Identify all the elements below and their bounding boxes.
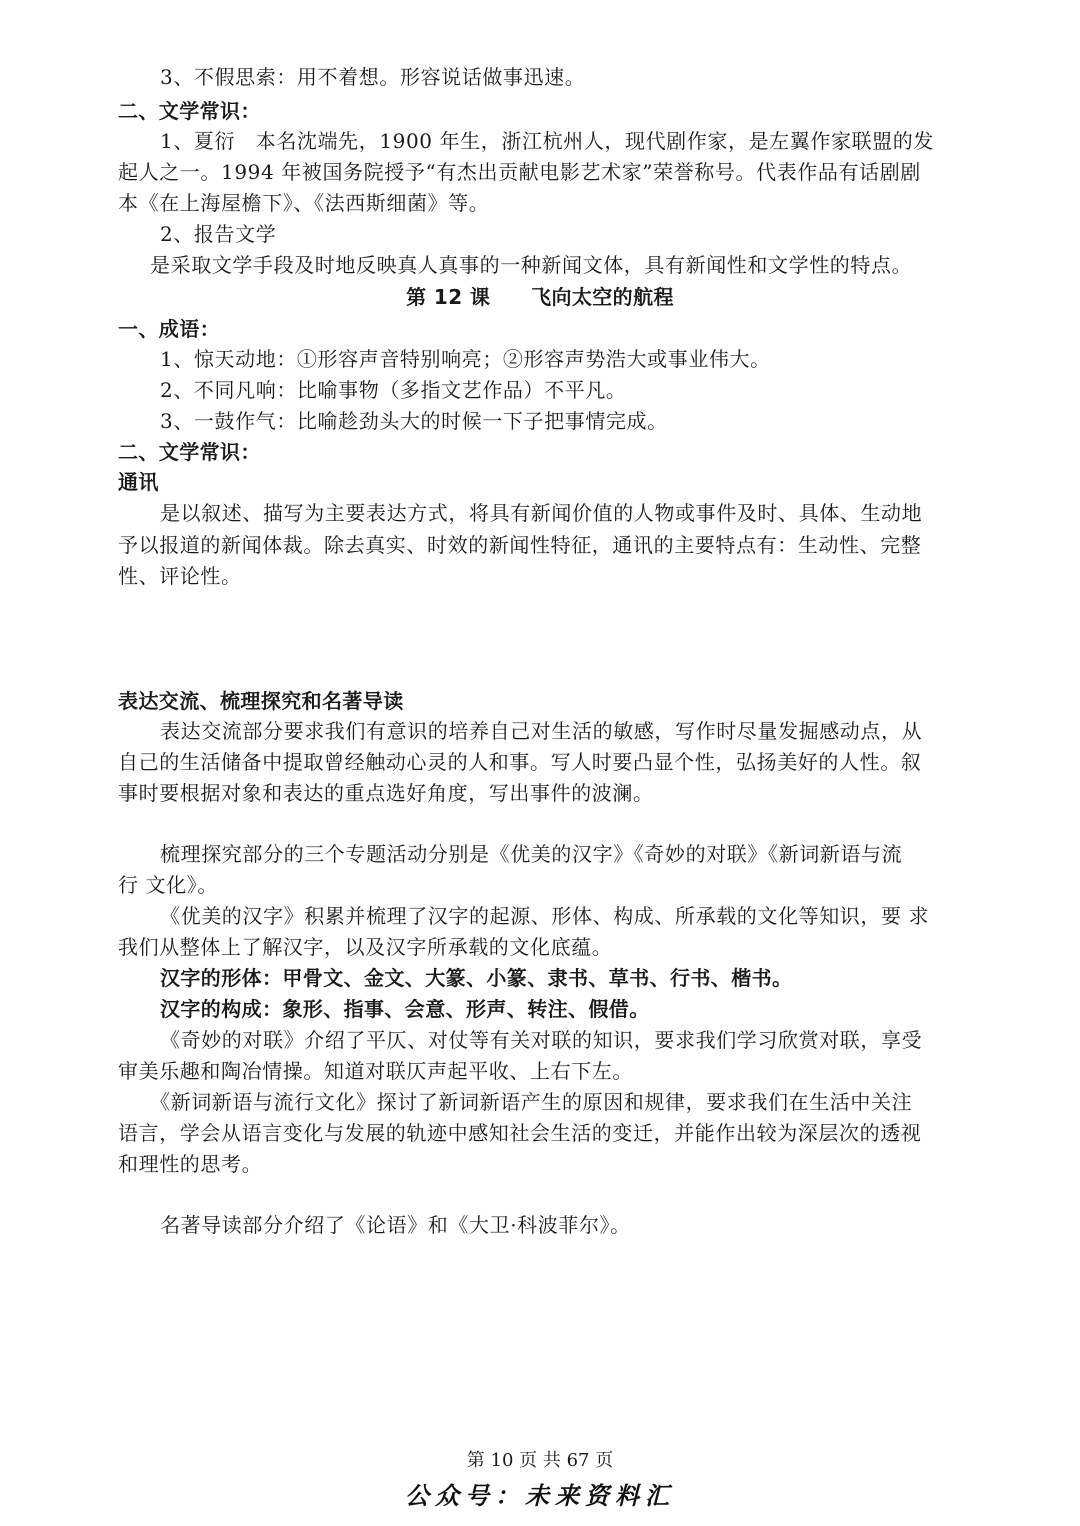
text-line: 行 文化》。: [118, 873, 218, 897]
text-line: 1、惊天动地：①形容声音特别响亮；②形容声势浩大或事业伟大。: [160, 347, 771, 371]
subheading: 通讯: [118, 470, 159, 494]
section-heading: 二、文学常识：: [118, 440, 261, 464]
text-line: 和理性的思考。: [118, 1152, 263, 1176]
text-line: 我们从整体上了解汉字，以及汉字所承载的文化底蕴。: [118, 935, 613, 959]
text-line: 是采取文学手段及时地反映真人真事的一种新闻文体，具有新闻性和文学性的特点。: [150, 253, 913, 277]
text-line: 3、不假思索：用不着想。形容说话做事迅速。: [160, 65, 586, 89]
text-line: 《优美的汉字》积累并梳理了汉字的起源、形体、构成、所承载的文化等知识，要 求: [160, 904, 930, 928]
text-line: 表达交流部分要求我们有意识的培养自己对生活的敏感，写作时尽量发掘感动点，从: [160, 719, 923, 743]
text-line: 审美乐趣和陶冶情操。知道对联仄声起平收、上右下左。: [118, 1059, 633, 1083]
emphasis-line: 汉字的形体：甲骨文、金文、大篆、小篆、隶书、草书、行书、楷书。: [160, 966, 793, 990]
text-line: 语言，学会从语言变化与发展的轨迹中感知社会生活的变迁，并能作出较为深层次的透视: [118, 1121, 922, 1145]
text-line: 予以报道的新闻体裁。除去真实、时效的新闻性特征，通讯的主要特点有：生动性、完整: [118, 533, 922, 557]
page-number: 第 10 页 共 67 页: [466, 1450, 614, 1471]
watermark: 公众号：未来资料汇: [405, 1481, 675, 1510]
text-line: 1、夏衍 本名沈端先，1900 年生，浙江杭州人，现代剧作家，是左翼作家联盟的发: [160, 129, 934, 153]
text-line: 3、一鼓作气：比喻趁劲头大的时候一下子把事情完成。: [160, 409, 668, 433]
text-line: 事时要根据对象和表达的重点选好角度，写出事件的波澜。: [118, 781, 654, 805]
emphasis-line: 汉字的构成：象形、指事、会意、形声、转注、假借。: [160, 997, 650, 1021]
text-line: 本《在上海屋檐下》、《法西斯细菌》等。: [118, 191, 490, 215]
text-line: 是以叙述、描写为主要表达方式，将具有新闻价值的人物或事件及时、具体、生动地: [160, 501, 923, 525]
text-line: 性、评论性。: [118, 564, 242, 588]
text-line: 2、不同凡响：比喻事物（多指文艺作品）不平凡。: [160, 378, 627, 402]
text-line: 《奇妙的对联》介绍了平仄、对仗等有关对联的知识，要求我们学习欣赏对联，享受: [160, 1028, 923, 1052]
text-line: 起人之一。1994 年被国务院授予“有杰出贡献电影艺术家”荣誉称号。代表作品有话剧剧: [118, 160, 921, 184]
text-line: 《新词新语与流行文化》探讨了新词新语产生的原因和规律，要求我们在生活中关注: [150, 1090, 913, 1114]
text-line: 名著导读部分介绍了《论语》和《大卫·科波菲尔》。: [160, 1213, 631, 1237]
section-heading: 表达交流、梳理探究和名著导读: [118, 689, 404, 713]
section-heading: 二、文学常识：: [118, 99, 261, 123]
text-line: 2、报告文学: [160, 222, 277, 246]
section-heading: 一、成语：: [118, 317, 220, 341]
text-line: 自己的生活储备中提取曾经触动心灵的人和事。写人时要凸显个性，弘扬美好的人性。叙: [118, 750, 922, 774]
text-line: 梳理探究部分的三个专题活动分别是《优美的汉字》《奇妙的对联》《新词新语与流: [160, 842, 903, 866]
lesson-title: 第 12 课 飞向太空的航程: [406, 285, 674, 309]
